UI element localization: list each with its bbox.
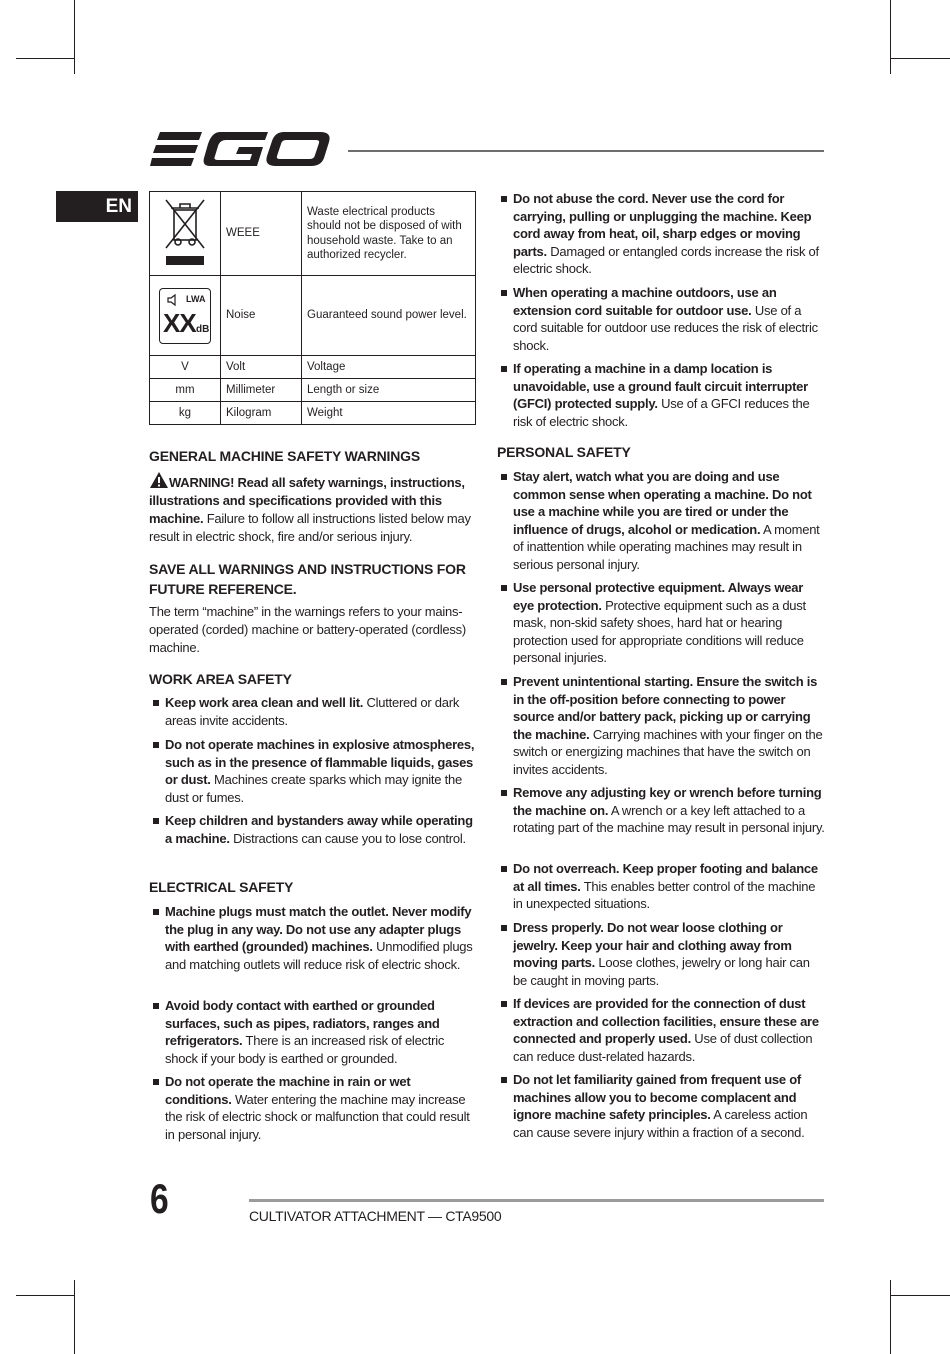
table-cell-meaning: Voltage xyxy=(302,356,476,379)
list-item-bold: If operating a machine in a damp location is unavoidable, use a ground fault circuit interrupter (GFCI) protected supply. xyxy=(513,361,808,412)
list-item-bold: Avoid body contact with earthed or grounded surfaces, such as pipes, radiators, ranges and refrigerators. xyxy=(165,998,440,1049)
list-item xyxy=(149,997,478,1067)
table-row xyxy=(150,379,476,402)
section-heading-save: SAVE ALL WARNINGS AND INSTRUCTIONS FOR FUTURE REFERENCE. xyxy=(149,561,466,597)
list-item-bold: Keep children and bystanders away while operating a machine. xyxy=(165,813,473,846)
section-heading-personal: PERSONAL SAFETY xyxy=(497,444,631,460)
list-item xyxy=(149,812,478,847)
list-item-text: A moment of inattention while operating machines may result in serious personal injury. xyxy=(513,521,820,572)
footer-title: CULTIVATOR ATTACHMENT — CTA9500 xyxy=(249,1208,502,1224)
speaker-icon xyxy=(166,293,180,307)
section-heading-general: GENERAL MACHINE SAFETY WARNINGS xyxy=(149,448,420,464)
list-item-text: A careless action can cause severe injury within a fraction of a second. xyxy=(513,1107,808,1140)
noise-sound-power-icon xyxy=(150,276,221,356)
ego-logo xyxy=(150,128,332,172)
list-item-text: This enables better control of the machine in unexpected situations. xyxy=(513,878,816,912)
list-item xyxy=(497,673,827,779)
list-item-bold: Do not let familiarity gained from frequent use of machines allow you to become complacent and ignore machine safety principles. xyxy=(513,1072,801,1123)
weee-crossed-bin-icon xyxy=(150,192,221,276)
header-rule xyxy=(348,150,824,152)
table-cell-term: Millimeter xyxy=(221,379,302,402)
list-item xyxy=(149,694,478,729)
table-row xyxy=(150,192,476,276)
list-item-text: Unmodified plugs and matching outlets will reduce risk of electric shock. xyxy=(165,939,473,972)
table-row xyxy=(150,276,476,356)
list-item-text: Use of a cord suitable for outdoor use reduces the risk of electric shock. xyxy=(513,302,818,353)
list-item-bold: Machine plugs must match the outlet. Never modify the plug in any way. Do not use any adapter plugs with earthed (grounded) machines. xyxy=(165,904,472,955)
warning-paragraph xyxy=(149,471,478,546)
list-item-text: Machines create sparks which may ignite the dust or fumes. xyxy=(165,772,462,805)
table-cell-term: Kilogram xyxy=(221,402,302,425)
list-item-bold: Do not operate machines in explosive atmospheres, such as in the presence of flammable liquids, gases or dust. xyxy=(165,737,475,788)
list-item-bold: Do not abuse the cord. Never use the cord for carrying, pulling or unplugging the machine. Keep cord away from heat, oil, sharp edges or moving parts. xyxy=(513,191,812,259)
list-item-bold: Keep work area clean and well lit. xyxy=(165,695,364,710)
list-item-text: Distractions can cause you to lose control. xyxy=(229,830,466,846)
table-cell-symbol: mm xyxy=(150,379,221,402)
list-item-bold: When operating a machine outdoors, use an extension cord suitable for outdoor use. xyxy=(513,285,777,318)
list-item xyxy=(497,995,827,1065)
list-item-bold: Use personal protective equipment. Always wear eye protection. xyxy=(513,580,804,613)
table-cell-meaning: Weight xyxy=(302,402,476,425)
list-item xyxy=(497,1071,827,1141)
section-heading-electrical: ELECTRICAL SAFETY xyxy=(149,879,294,895)
list-item-text: There is an increased risk of electric shock if your body is earthed or grounded. xyxy=(165,1033,445,1066)
language-tab: EN xyxy=(56,191,138,222)
list-item-bold: If devices are provided for the connection of dust extraction and collection facilities, ensure these are connected and properly used. xyxy=(513,996,819,1047)
list-item-bold: Do not operate the machine in rain or wet conditions. xyxy=(165,1074,411,1107)
warning-text: Failure to follow all instructions listed below may result in electric shock, fire and/or serious injury. xyxy=(149,511,471,544)
list-item-bold: Dress properly. Do not wear loose clothing or jewelry. Keep your hair and clothing away from moving parts. xyxy=(513,920,792,971)
table-row xyxy=(150,356,476,379)
table-cell-symbol: kg xyxy=(150,402,221,425)
list-item xyxy=(149,903,478,973)
list-item-text: Cluttered or dark areas invite accidents. xyxy=(165,695,460,728)
table-cell-term: Noise xyxy=(221,276,302,356)
list-item-bold: Prevent unintentional starting. Ensure the switch is in the off-position before connecting to power source and/or battery pack, picking up or carrying the machine. xyxy=(513,674,818,742)
list-item xyxy=(497,919,827,989)
footer-rule xyxy=(249,1199,824,1202)
warning-triangle-icon xyxy=(149,471,169,489)
list-item-text: Use of a GFCI reduces the risk of electric shock. xyxy=(513,396,810,429)
list-item xyxy=(497,784,827,837)
noise-icon-label: LWA xyxy=(186,293,206,304)
section-heading-work-area: WORK AREA SAFETY xyxy=(149,671,292,687)
list-item xyxy=(149,736,478,806)
noise-icon-value: XX xyxy=(163,307,196,338)
table-cell-meaning: Length or size xyxy=(302,379,476,402)
warning-bold-text: WARNING! Read all safety warnings, instructions, illustrations and specifications provided with this machine. xyxy=(149,475,465,526)
term-paragraph: The term “machine” in the warnings refers to your mains-operated (corded) machine or battery-operated (cordless) machine. xyxy=(149,604,466,655)
noise-icon-unit: dB xyxy=(196,323,210,335)
table-cell-term: Volt xyxy=(221,356,302,379)
list-item xyxy=(497,190,827,278)
table-cell-meaning: Waste electrical products should not be disposed of with household waste. Take to an authorized recycler. xyxy=(302,192,476,276)
list-item-text: Carrying machines with your finger on the switch or energizing machines that have the switch on invites accidents. xyxy=(513,726,823,777)
list-item xyxy=(497,860,827,913)
list-item xyxy=(149,1073,478,1143)
table-cell-term: WEEE xyxy=(221,192,302,276)
list-item-text: Water entering the machine may increase the risk of electric shock or malfunction that could result in personal injury. xyxy=(165,1091,470,1142)
list-item-text: Loose clothes, jewelry or long hair can be caught in moving parts. xyxy=(513,955,810,988)
table-row xyxy=(150,402,476,425)
table-cell-symbol: V xyxy=(150,356,221,379)
list-item xyxy=(497,579,827,667)
list-item-text: A wrench or a key left attached to a rotating part of the machine may result in personal injury. xyxy=(513,802,825,836)
list-item-bold: Stay alert, watch what you are doing and use common sense when operating a machine. Do not use a machine while you are tired or under the influence of drugs, alcohol or medication. xyxy=(513,469,812,537)
list-item xyxy=(497,468,827,574)
table-cell-meaning: Guaranteed sound power level. xyxy=(302,276,476,356)
list-item xyxy=(497,360,827,430)
list-item-text: Use of dust collection can reduce dust-related hazards. xyxy=(513,1031,813,1064)
list-item-text: Protective equipment such as a dust mask, non-skid safety shoes, hard hat or hearing protection used for appropriate conditions will reduce personal injuries. xyxy=(513,597,806,666)
page-number: 6 xyxy=(150,1175,169,1222)
list-item-bold: Remove any adjusting key or wrench before turning the machine on. xyxy=(513,785,822,818)
list-item xyxy=(497,284,827,354)
list-item-bold: Do not overreach. Keep proper footing and balance at all times. xyxy=(513,861,818,894)
symbols-table xyxy=(149,191,476,425)
list-item-text: Damaged or entangled cords increase the risk of electric shock. xyxy=(513,243,819,277)
